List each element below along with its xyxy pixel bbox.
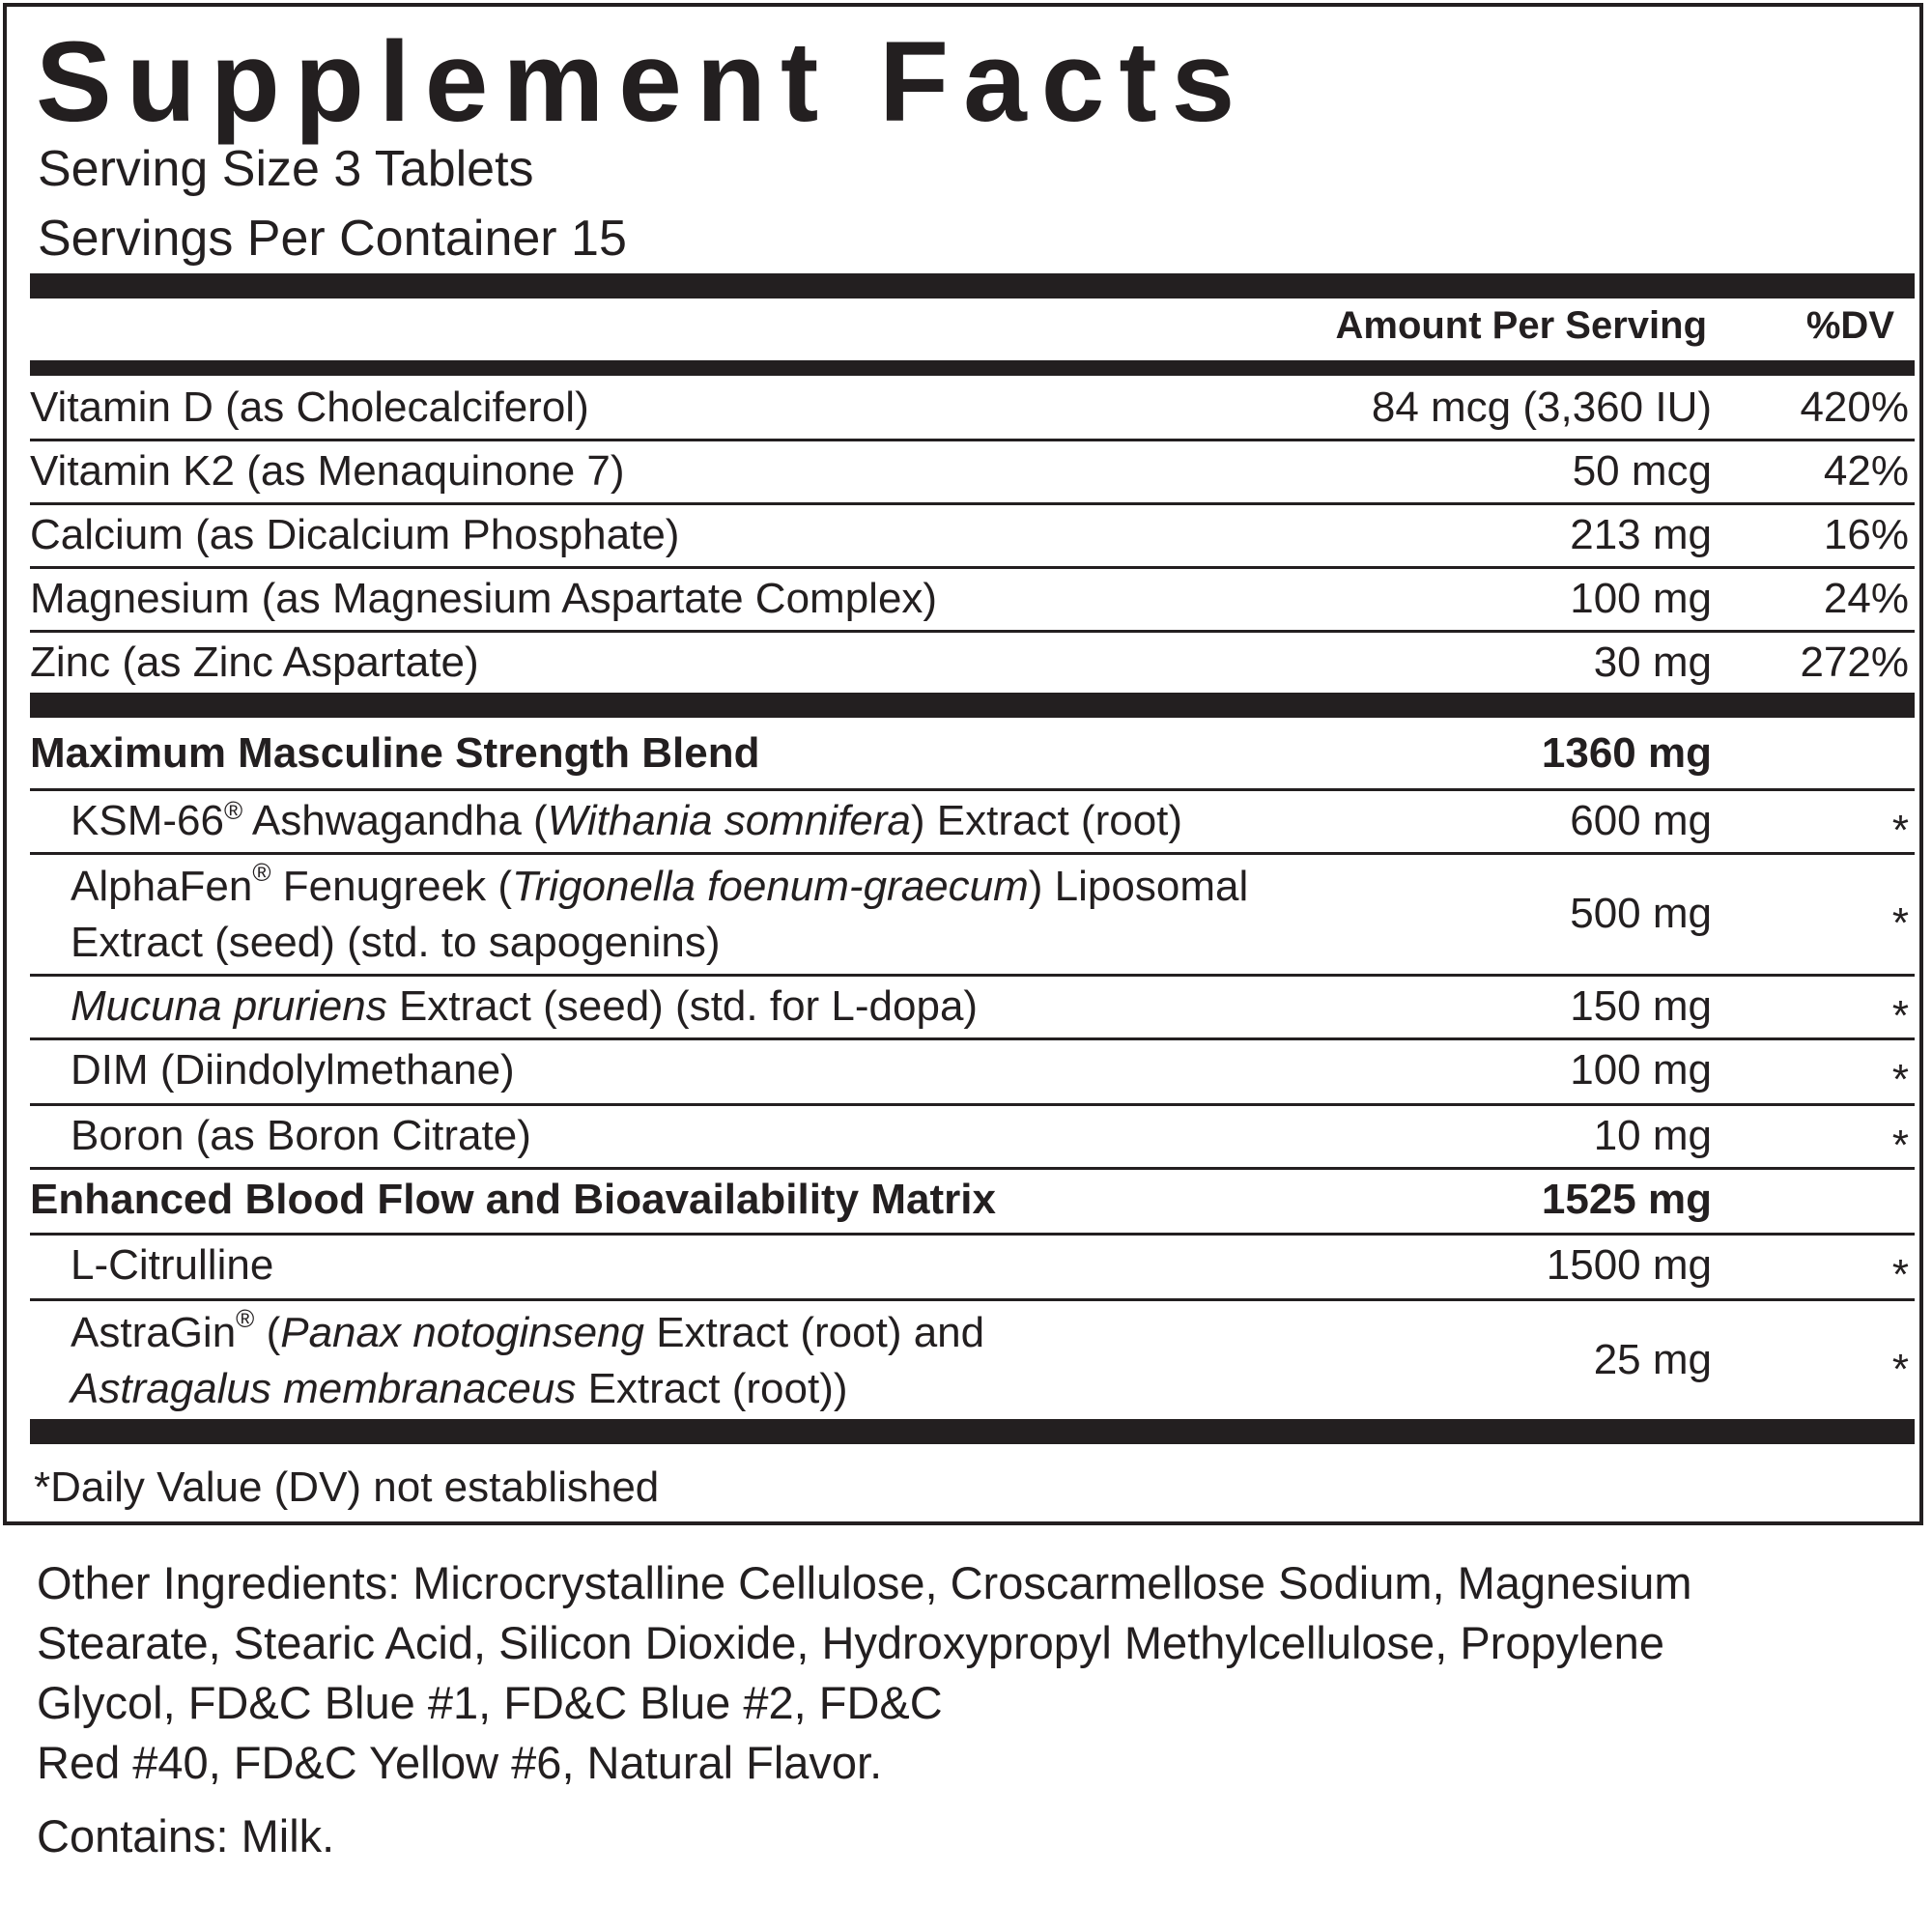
servings-per-container: Servings Per Container 15 — [38, 211, 627, 267]
ingredient-dv: * — [1891, 1251, 1909, 1298]
supplement-facts-panel — [3, 3, 1923, 1525]
medium-divider — [30, 360, 1915, 376]
ingredient-row — [30, 855, 1915, 977]
blend-name: Enhanced Blood Flow and Bioavailability Matrix — [30, 1176, 996, 1223]
other-ingredients-line: Glycol, FD&C Blue #1, FD&C Blue #2, FD&C — [37, 1677, 943, 1728]
ingredient-amount: 100 mg — [1570, 1046, 1712, 1094]
other-ingredients-line: Red #40, FD&C Yellow #6, Natural Flavor. — [37, 1737, 883, 1788]
nutrient-amount: 100 mg — [1570, 575, 1712, 622]
ingredient-name: Mucuna pruriens Extract (seed) (std. for L-dopa) — [71, 982, 979, 1030]
ingredient-row — [30, 977, 1915, 1040]
ingredient-dv: * — [1891, 1056, 1909, 1103]
nutrient-name: Magnesium (as Magnesium Aspartate Complex) — [30, 575, 938, 622]
thick-divider — [30, 273, 1915, 298]
registered-mark: ® — [252, 858, 271, 887]
other-ingredients-line: Stearate, Stearic Acid, Silicon Dioxide, Hydroxypropyl Methylcellulose, Propylene — [37, 1617, 1664, 1668]
ingredient-row — [30, 1040, 1915, 1106]
amount-per-serving-header: Amount Per Serving — [1335, 304, 1707, 347]
ingredient-name: DIM (Diindolylmethane) — [71, 1046, 515, 1094]
ingredient-row — [30, 1106, 1915, 1170]
ingredient-name: AlphaFen® Fenugreek (Trigonella foenum-graecum) Liposomal Extract (seed) (std. to sapogenins) — [71, 858, 1249, 966]
allergen-statement: Contains: Milk. — [37, 1810, 335, 1861]
ingredient-name: AstraGin® (Panax notoginseng Extract (root) and Astragalus membranaceus Extract (root)) — [71, 1304, 985, 1412]
nutrient-row — [30, 633, 1915, 696]
nutrient-amount: 84 mcg (3,360 IU) — [1371, 384, 1712, 431]
thick-divider — [30, 693, 1915, 718]
nutrient-amount: 30 mg — [1593, 639, 1712, 686]
ingredient-name: Boron (as Boron Citrate) — [71, 1112, 531, 1159]
nutrient-dv: 42% — [1823, 447, 1909, 495]
ingredient-dv: * — [1891, 807, 1909, 854]
dv-header: %DV — [1805, 304, 1894, 347]
blend-header-row — [30, 1170, 1915, 1236]
ingredient-name: L-Citrulline — [71, 1241, 274, 1289]
nutrient-row — [30, 505, 1915, 569]
nutrient-amount: 213 mg — [1570, 511, 1712, 558]
nutrient-row — [30, 378, 1915, 441]
ingredient-amount: 600 mg — [1570, 797, 1712, 844]
ingredient-dv: * — [1891, 1122, 1909, 1169]
nutrient-name: Zinc (as Zinc Aspartate) — [30, 639, 479, 686]
ingredient-amount: 1500 mg — [1546, 1241, 1712, 1289]
ingredient-dv: * — [1891, 899, 1909, 947]
ingredient-row — [30, 1301, 1915, 1419]
ingredient-amount: 25 mg — [1593, 1336, 1712, 1383]
ingredient-name: KSM-66® Ashwagandha (Withania somnifera) Extract (root) — [71, 796, 1183, 844]
dv-footnote: *Daily Value (DV) not established — [34, 1463, 660, 1511]
nutrient-row — [30, 569, 1915, 633]
nutrient-dv: 420% — [1800, 384, 1909, 431]
other-ingredients-line: Other Ingredients: Microcrystalline Cellulose, Croscarmellose Sodium, Magnesium — [37, 1557, 1692, 1608]
ingredient-amount: 10 mg — [1593, 1112, 1712, 1159]
blend-name: Maximum Masculine Strength Blend — [30, 729, 760, 777]
serving-size: Serving Size 3 Tablets — [38, 141, 534, 197]
registered-mark: ® — [223, 796, 243, 825]
nutrient-name: Calcium (as Dicalcium Phosphate) — [30, 511, 680, 558]
thick-divider — [30, 1419, 1915, 1444]
registered-mark: ® — [236, 1304, 255, 1333]
blend-amount: 1525 mg — [1541, 1176, 1712, 1223]
ingredient-dv: * — [1891, 1346, 1909, 1393]
ingredient-row — [30, 791, 1915, 855]
ingredient-dv: * — [1891, 992, 1909, 1039]
ingredient-amount: 150 mg — [1570, 982, 1712, 1030]
ingredient-amount: 500 mg — [1570, 890, 1712, 937]
ingredient-row — [30, 1236, 1915, 1301]
nutrient-dv: 24% — [1823, 575, 1909, 622]
nutrient-name: Vitamin D (as Cholecalciferol) — [30, 384, 589, 431]
nutrient-dv: 16% — [1823, 511, 1909, 558]
blend-header-row — [30, 722, 1915, 791]
nutrient-name: Vitamin K2 (as Menaquinone 7) — [30, 447, 625, 495]
blend-amount: 1360 mg — [1541, 729, 1712, 777]
nutrient-dv: 272% — [1800, 639, 1909, 686]
nutrient-amount: 50 mcg — [1572, 447, 1712, 495]
nutrient-row — [30, 441, 1915, 505]
panel-title: Supplement Facts — [36, 18, 1250, 146]
